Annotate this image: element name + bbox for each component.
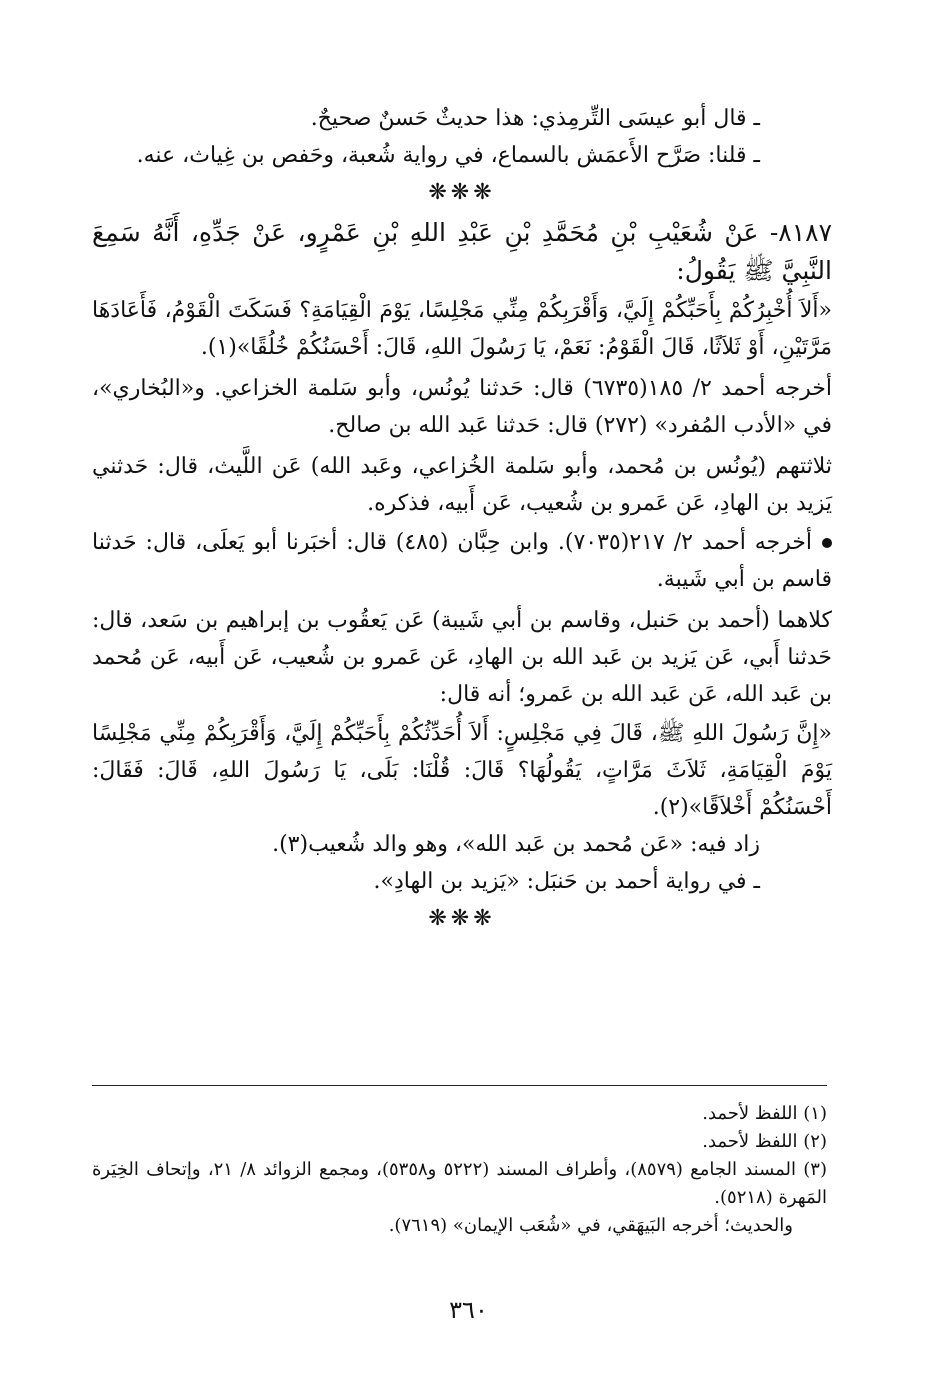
- footnote-2: (٢) اللفظ لأحمد.: [702, 1131, 827, 1152]
- page-number: ٣٦٠: [449, 1296, 488, 1324]
- hadith-chain: ٨١٨٧- عَنْ شُعَيْبِ بْنِ مُحَمَّدِ بْنِ عَبْدِ اللهِ بْنِ عَمْرٍو، عَنْ جَدِّهِ، أَنَّهُ سَمِعَ النَّبِيَّ ﷺ يَقُولُ:: [92, 218, 832, 285]
- hadith-matn-second: «إِنَّ رَسُولَ اللهِ ﷺ، قَالَ فِي مَجْلِسٍ: أَلاَ أُحَدِّثُكُمْ بِأَحَبِّكُمْ إِلَيَّ، وَأَقْرَبِكُمْ مِنِّي مَجْلِسًا يَوْمَ الْقِيَامَةِ، ثَلاَثَ مَرَّاتٍ، يَقُولُهَا؟ قَالَ: قُلْنَا: بَلَى، يَا رَسُولَ اللهِ، قَالَ: فَقَالَ: أَحْسَنُكُمْ أَخْلاَقًا»(٢).: [92, 721, 832, 820]
- section-separator-end: ❋❋❋: [428, 906, 496, 931]
- takhrij-ahmad-ibn-hibban: [92, 524, 832, 598]
- footnote-3-continuation: والحديث؛ أخرجه البَيهَقي، في «شُعَب الإيمان» (٧٦١٩).: [388, 1215, 793, 1236]
- footnotes: [92, 1100, 827, 1240]
- tirmidhi-grading: ـ قال أبو عيسَى التِّرمِذي: هذا حديثٌ حَسنٌ صحيحٌ.: [310, 106, 760, 131]
- takhrij-ahmad-ibn-hibban-text: أخرجه أحمد ٢/ ٢١٧(٧٠٣٥). وابن حِبَّان (٤٨٥) قال: أخبَرنا أبو يَعلَى، قال: حَدثنا قاسم بن أبي شَيبة.: [92, 530, 832, 592]
- ahmad-variant-note: ـ في رواية أحمد بن حَنبَل: «يَزيد بن الهادِ».: [373, 869, 760, 894]
- section-separator: ❋❋❋: [428, 180, 496, 205]
- footnote-divider: [92, 1085, 827, 1086]
- takhrij-ahmad-bukhari: أخرجه أحمد ٢/ ١٨٥(٦٧٣٥) قال: حَدثنا يُونُس، وأبو سَلمة الخزاعي. و«البُخاري»، في «الأدب المُفرد» (٢٧٢) قال: حَدثنا عَبد الله بن صالح.: [92, 376, 832, 438]
- chain-both-narrators: كلاهما (أحمد بن حَنبل، وقاسم بن أبي شَيبة) عَن يَعقُوب بن إبراهيم بن سَعد، قال: حَدثنا أَبي، عَن يَزيد بن عَبد الله بن الهادِ، عَن عَمرو بن شُعيب، عَن أَبيه، عَن مُحمد بن عَبد الله، عَن عَبد الله بن عَمرو؛ أنه قال:: [92, 608, 832, 707]
- addition-note: زاد فيه: «عَن مُحمد بن عَبد الله»، وهو والد شُعيب(٣).: [272, 832, 760, 857]
- bullet-icon: [822, 538, 832, 548]
- editor-note: ـ قلنا: صَرَّح الأَعمَش بالسماع، في رواية شُعبة، وحَفص بن غِياث، عنه.: [136, 143, 760, 168]
- footnote-1: (١) اللفظ لأحمد.: [702, 1103, 827, 1124]
- footnote-3: (٣) المسند الجامع (٨٥٧٩)، وأطراف المسند (٥٢٢٢ و٥٣٥٨)، ومجمع الزوائد ٨/ ٢١، وإتحاف الخِيَرة المَهرة (٥٢١٨).: [92, 1159, 827, 1208]
- chain-three-narrators: ثلاثتهم (يُونُس بن مُحمد، وأبو سَلمة الخُزاعي، وعَبد الله) عَن اللَّيث، قال: حَدثني يَزيد بن الهادِ، عَن عَمرو بن شُعيب، عَن أَبيه، فذكره.: [92, 454, 832, 516]
- page-body: [92, 100, 832, 940]
- hadith-matn: «أَلاَ أُخْبِرُكُمْ بِأَحَبِّكُمْ إِلَيَّ، وَأَقْرَبِكُمْ مِنِّي مَجْلِسًا، يَوْمَ الْقِيَامَةِ؟ فَسَكَتَ الْقَوْمُ، فَأَعَادَهَا مَرَّتَيْنِ، أَوْ ثَلاَثًا، قَالَ الْقَوْمُ: نَعَمْ، يَا رَسُولَ اللهِ، قَالَ: أَحْسَنُكُمْ خُلُقًا»(١).: [92, 298, 832, 360]
